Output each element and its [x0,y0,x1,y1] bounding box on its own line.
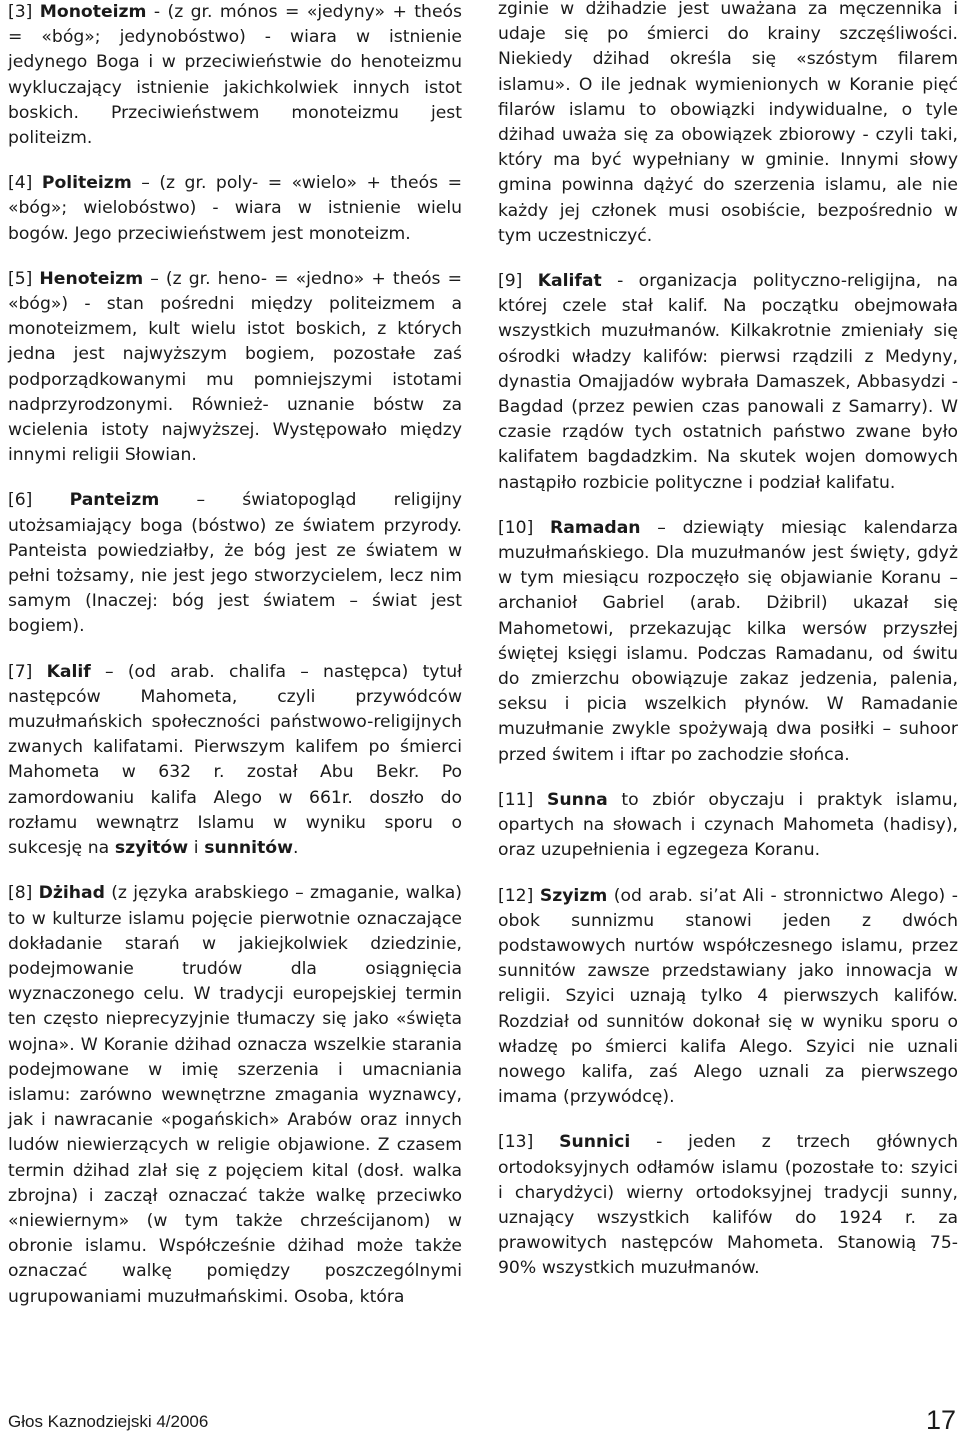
entry-dzihad: [8] Dżihad (z języka arabskiego – zmaganie, walka) to w kulturze islamu pojęcie pierwotnie oznaczające dokładanie starań w jakiejkolwiek dziedzinie, podejmowanie trudów dla osiągnięcia wyznaczonego celu. W tradycji europejskiej termin ten często nieprecyzyjnie tłumaczy się jako «święta wojna». W Koranie dżihad oznacza wszelkie starania podejmowane w imię szerzenia i umacniania islamu: zarówno wewnętrzne zmagania wyznawcy, jak i nawracanie «pogańskich» Arabów oraz innych ludów niewierzących w religie objawione. Z czasem termin dżihad zlał się z pojęciem kital (dosł. walka zbrojna) i zaczął oznaczać także walkę przeciwko «niewiernym» (w tym także chrześcijanom) w obronie islamu. Współcześnie dżihad może także oznaczać walkę pomiędzy poszczególnymi ugrupowaniami muzułmańskimi. Osoba, która [8,883,463,1307]
entry-dzihad-continued: zginie w dżihadzie jest uważana za męczennika i udaje się po śmierci do krainy szczęśliwości. Niekiedy dżihad określa się «szóstym filarem islamu». O ile jednak wymienionych w Koranie pięć filarów islamu to obowiązki indywidualne, o tyle dżihad uważa się za obowiązek zbiorowy - czyli taki, który ma być wypełniany w gminie. Innymi słowy gmina powinna dążyć do szerzenia islamu, ale nie każdy jej członek musi osobiście, bezpośrednio w tym uczestniczyć. [498,0,958,246]
left-column [8,0,462,1330]
entry-kalif: [7] Kalif – (od arab. chalifa – następca) tytuł następców Mahometa, czyli przywódców muzułmańskich społeczności państwowo-religijnych zwanych kalifatami. Pierwszym kalifem po śmierci Mahometa w 632 r. został Abu Bekr. Po zamordowaniu kalifa Alego w 661r. doszło do rozłamu wewnątrz Islamu w wyniku sporu o sukcesję na szyitów i sunnitów. [8,661,462,859]
term-szyitow: szyitów [114,838,189,859]
term-henoteizm: Henoteizm [39,268,144,289]
term-sunna: Sunna [547,789,608,810]
term-monoteizm: Monoteizm [39,2,147,22]
entry-monoteizm: [3] Monoteizm - (z gr. mónos = «jedyny» + theós = «bóg»; jedynobóstwo) - wiara w istnienie jedynego Boga i w przeciwieństwie do henoteizmu wykluczający istnienie jakichkolwiek innych istot boskich. Przeciwieństwem monoteizmu jest politeizm. [8,2,462,149]
term-politeizm: Politeizm [41,173,132,194]
page-number: 17 [925,1405,956,1435]
term-szyizm: Szyizm [539,885,608,906]
term-sunnitow: sunnitów [204,838,293,859]
entry-ramadan: [10] Ramadan – dziewiąty miesiąc kalendarza muzułmańskiego. Dla muzułmanów jest święty, gdyż w tym miesiącu rozpoczęło się objawianie Koranu – archanioł Gabriel (arab. Dżibril) ukazał się Mahometowi, przekazując kilka wersów przyszłej świętej księgi islamu. Podczas Ramadanu, od świtu do zmierzchu obowiązuje zakaz jedzenia, palenia, seksu i picia wszelkich płynów. W Ramadanie muzułmanie zwykle spożywają dwa posiłki – suhoor przed świtem i iftar po zachodzie słońca. [498,517,958,765]
footer-publication: Głos Kaznodziejski 4/2006 [8,1412,209,1431]
term-kalifat: Kalifat [537,271,602,292]
entry-sunnici: [13] Sunnici - jeden z trzech głównych ortodoksyjnych odłamów islamu (pozostałe to: szyici i charydżyci) wierny ortodoksyjnej tradycji sunny, uznający wszystkich kalifów do 1924 r. za prawowitych następców Mahometa. Stanowią 75-90% wszystkich muzułmanów. [498,1132,958,1279]
right-column [498,0,958,1302]
entry-politeizm: [4] Politeizm – (z gr. poly- = «wielo» + theós = «bóg»; wielobóstwo) - wiara w istnienie wielu bogów. Jego przeciwieństwem jest monoteizm. [8,173,463,244]
entry-sunna: [11] Sunna to zbiór obyczaju i praktyk islamu, opartych na słowach i czynach Mahometa (hadisy), oraz uzupełnienia i egzegeza Koranu. [498,789,958,861]
term-panteizm: Panteizm [69,490,160,511]
term-ramadan: Ramadan [550,517,641,538]
term-dzihad: Dżihad [38,883,105,904]
entry-kalifat: [9] Kalifat - organizacja polityczno-religijna, na której czele stał kalif. Na początku obejmowała wszystkich muzułmanów. Kilkakrotnie zmieniały się ośrodki władzy kalifów: pierwsi rządzili z Medyny, dynastia Omajjadów wybrała Damaszek, Abbasydzi - Bagdad (przez pewien czas panowali z Samarry). W czasie rządów tych ostatnich państwo zwane było kalifatem bagdadzkim. Na skutek wojen domowych nastąpiło rozbicie polityczne i podział kalifatu. [498,271,959,493]
term-kalif: Kalif [46,661,91,682]
entry-henoteizm: [5] Henoteizm – (z gr. heno- = «jedno» + theós = «bóg») - stan pośredni między politeizmem a monoteizmem, kult wielu istot boskich, z których jedna jest najwyższym bogiem, pozostałe zaś podporządkowanymi mu pomniejszymi istotami nadprzyrodzonymi. Również- uznanie bóstw za wcielenia istoty najwyższej. Występowało między innymi religii Słowian. [8,268,462,466]
entry-panteizm: [6] Panteizm – światopogląd religijny utożsamiający boga (bóstwo) ze światem przyrody. Panteista powiedziałby, że bóg jest ze światem w pełni tożsamy, nie jest jego stworzycielem, lecz nim samym (Inaczej: bóg jest światem – świat jest bogiem). [8,490,462,637]
term-sunnici: Sunnici [559,1132,631,1153]
entry-szyizm: [12] Szyizm (od arab. si’at Ali - stronnictwo Alego) - obok sunnizmu stanowi jeden z dwóch podstawowych nurtów współczesnego islamu, przez sunnitów zawsze przedstawiany jako innowacja w religii. Szyici uznają tylko 4 pierwszych kalifów. Rozdział od sunnitów dokonał się w wyniku sporu o władzę po śmierci kalifa Alego. Szyici nie uznali nowego kalifa, zaś Alego uznali za pierwszego imama (przywódcę). [498,885,958,1108]
